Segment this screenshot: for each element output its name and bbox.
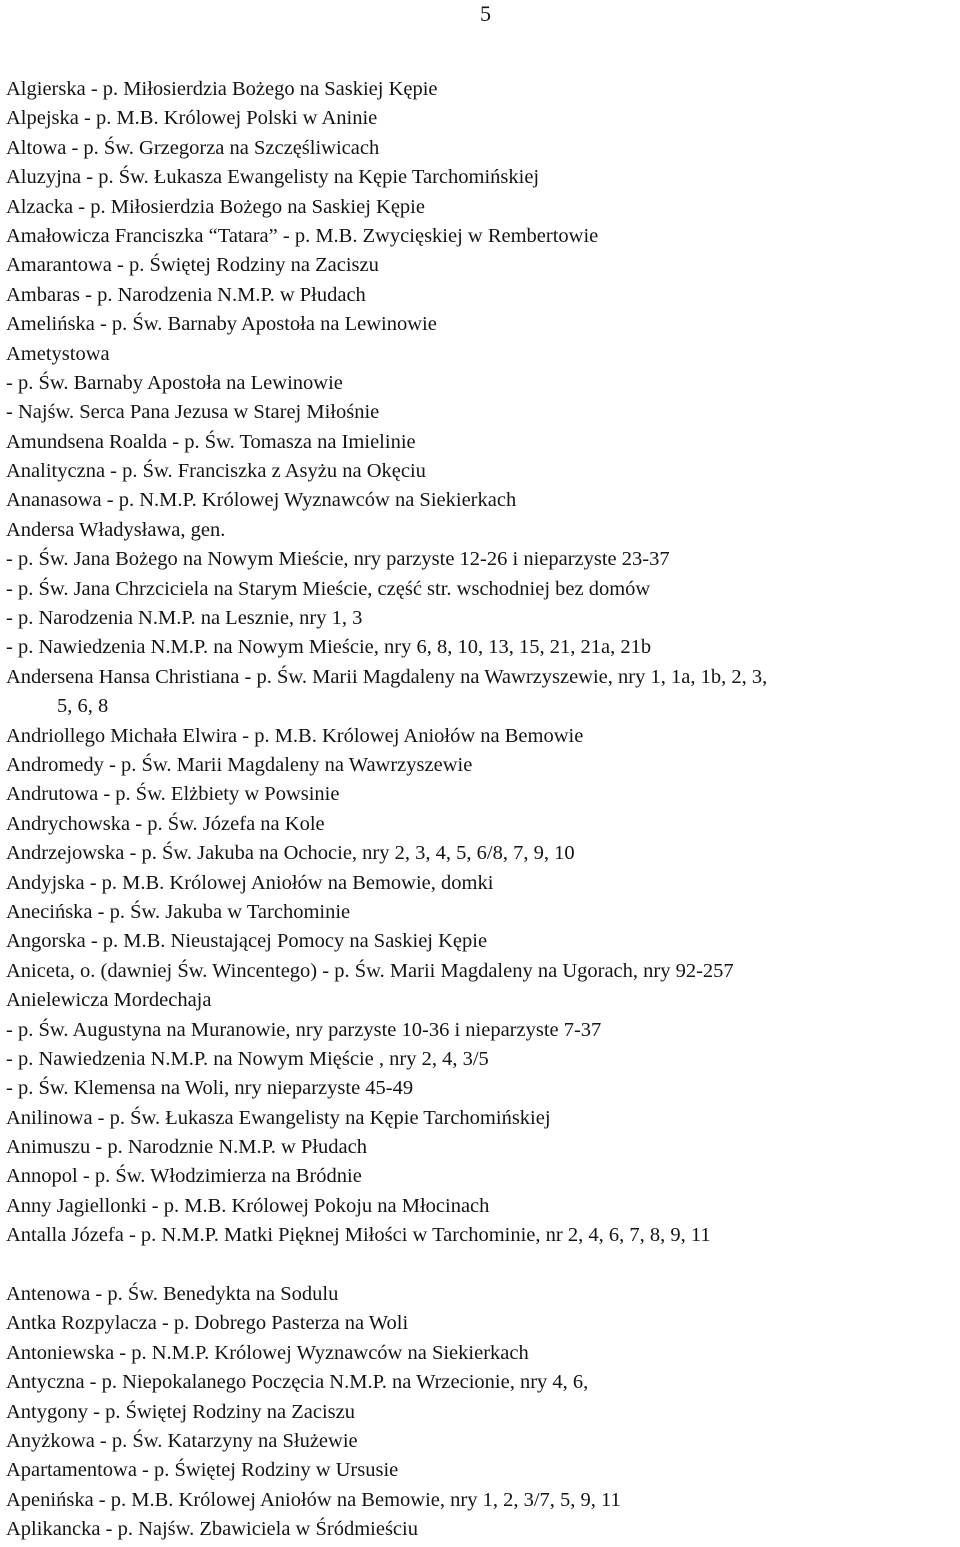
list-item: Antka Rozpylacza - p. Dobrego Pasterza na Woli [6, 1312, 409, 1335]
list-item: Alpejska - p. M.B. Królowej Polski w Aninie [6, 107, 378, 130]
list-item: Aniceta, o. (dawniej Św. Wincentego) - p. Św. Marii Magdaleny na Ugorach, nry 92-257 [6, 959, 734, 982]
list-item: Angorska - p. M.B. Nieustającej Pomocy na Saskiej Kępie [6, 930, 488, 953]
list-item: Andrychowska - p. Św. Józefa na Kole [6, 812, 325, 835]
list-item-continuation: 5, 6, 8 [57, 695, 109, 718]
list-item: - p. Narodzenia N.M.P. na Lesznie, nry 1, 3 [6, 607, 363, 630]
list-item: Alzacka - p. Miłosierdzia Bożego na Saskiej Kępie [6, 195, 425, 218]
list-item: Anecińska - p. Św. Jakuba w Tarchominie [6, 900, 351, 923]
list-item: Apenińska - p. M.B. Królowej Aniołów na Bemowie, nry 1, 2, 3/7, 5, 9, 11 [6, 1488, 621, 1511]
blank-line [6, 1251, 956, 1280]
list-item: Andersa Władysława, gen. [6, 518, 226, 541]
list-item: Antalla Józefa - p. N.M.P. Matki Pięknej Miłości w Tarchominie, nr 2, 4, 6, 7, 8, 9, 11 [6, 1224, 711, 1247]
list-item: Amarantowa - p. Świętej Rodziny na Zaciszu [6, 254, 379, 277]
list-item: Ametystowa [6, 342, 110, 365]
street-parish-list [6, 75, 956, 1545]
list-item: Anielewicza Mordechaja [6, 989, 212, 1012]
list-item: Antygony - p. Świętej Rodziny na Zaciszu [6, 1400, 356, 1423]
list-item: Analityczna - p. Św. Franciszka z Asyżu na Okęciu [6, 460, 426, 483]
list-item: Aplikancka - p. Najśw. Zbawiciela w Śródmieściu [6, 1518, 418, 1541]
list-item: Anny Jagiellonki - p. M.B. Królowej Pokoju na Młocinach [6, 1194, 490, 1217]
list-item: Antenowa - p. Św. Benedykta na Sodulu [6, 1283, 339, 1306]
list-item: Altowa - p. Św. Grzegorza na Szczęśliwicach [6, 136, 380, 159]
list-item: Algierska - p. Miłosierdzia Bożego na Saskiej Kępie [6, 78, 438, 100]
list-item: Amelińska - p. Św. Barnaby Apostoła na Lewinowie [6, 313, 437, 336]
list-item: - p. Św. Barnaby Apostoła na Lewinowie [6, 371, 343, 394]
list-item: Andersena Hansa Christiana - p. Św. Marii Magdaleny na Wawrzyszewie, nry 1, 1a, 1b, 2, 3, [6, 665, 768, 688]
list-item: Anyżkowa - p. Św. Katarzyny na Służewie [6, 1429, 358, 1452]
list-item: Ananasowa - p. N.M.P. Królowej Wyznawców na Siekierkach [6, 489, 517, 512]
list-item: Andrzejowska - p. Św. Jakuba na Ochocie, nry 2, 3, 4, 5, 6/8, 7, 9, 10 [6, 842, 575, 865]
list-item: Andromedy - p. Św. Marii Magdaleny na Wawrzyszewie [6, 753, 473, 776]
list-item: Antoniewska - p. N.M.P. Królowej Wyznawców na Siekierkach [6, 1341, 529, 1364]
list-item: - Najśw. Serca Pana Jezusa w Starej Miłośnie [6, 401, 380, 424]
list-item: - p. Św. Klemensa na Woli, nry nieparzyste 45-49 [6, 1077, 414, 1100]
list-item: Annopol - p. Św. Włodzimierza na Bródnie [6, 1165, 362, 1188]
list-item: Andriollego Michała Elwira - p. M.B. Królowej Aniołów na Bemowie [6, 724, 584, 747]
list-item: Antyczna - p. Niepokalanego Poczęcia N.M.P. na Wrzecionie, nry 4, 6, [6, 1371, 589, 1394]
page-number: 5 [480, 1, 491, 26]
list-item: Amundsena Roalda - p. Św. Tomasza na Imielinie [6, 430, 416, 453]
list-item: Animuszu - p. Narodznie N.M.P. w Płudach [6, 1136, 367, 1159]
list-item: Aluzyjna - p. Św. Łukasza Ewangelisty na Kępie Tarchomińskiej [6, 166, 540, 189]
list-item: - p. Nawiedzenia N.M.P. na Nowym Mięście , nry 2, 4, 3/5 [6, 1047, 489, 1070]
list-item: - p. Nawiedzenia N.M.P. na Nowym Mieście, nry 6, 8, 10, 13, 15, 21, 21a, 21b [6, 636, 652, 659]
list-item: Ambaras - p. Narodzenia N.M.P. w Płudach [6, 283, 366, 306]
list-item: Amałowicza Franciszka “Tatara” - p. M.B. Zwycięskiej w Rembertowie [6, 224, 599, 247]
list-item: Andyjska - p. M.B. Królowej Aniołów na Bemowie, domki [6, 871, 494, 894]
list-item: - p. Św. Jana Chrzciciela na Starym Mieście, część str. wschodniej bez domów [6, 577, 651, 600]
list-item: - p. Św. Jana Bożego na Nowym Mieście, nry parzyste 12-26 i nieparzyste 23-37 [6, 548, 670, 571]
list-item: Apartamentowa - p. Świętej Rodziny w Ursusie [6, 1459, 399, 1482]
list-item: Anilinowa - p. Św. Łukasza Ewangelisty na Kępie Tarchomińskiej [6, 1106, 551, 1129]
list-item: - p. Św. Augustyna na Muranowie, nry parzyste 10-36 i nieparzyste 7-37 [6, 1018, 602, 1041]
list-item: Andrutowa - p. Św. Elżbiety w Powsinie [6, 783, 340, 806]
